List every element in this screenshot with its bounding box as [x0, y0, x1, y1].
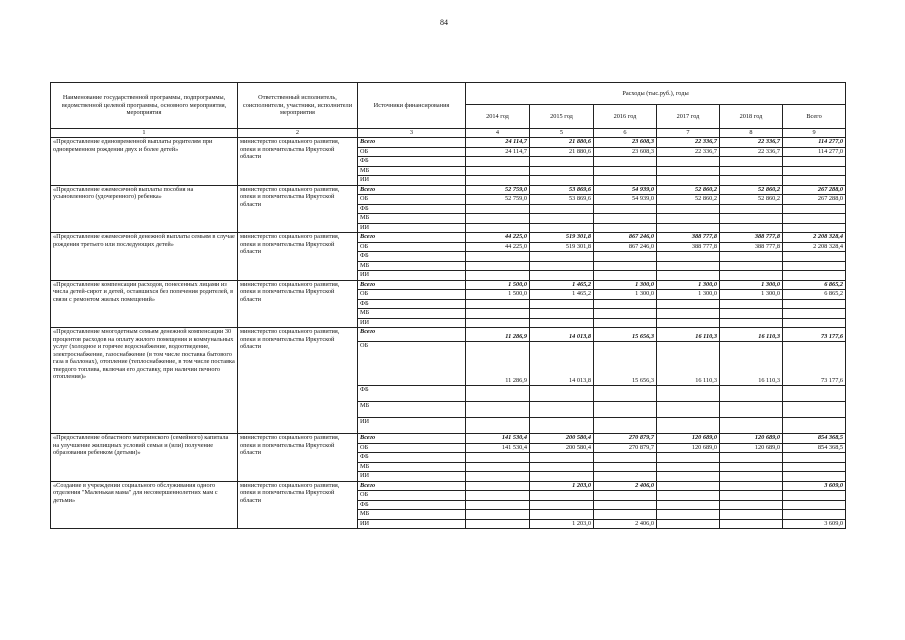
amount-cell: 6 865,2: [783, 290, 846, 300]
amount-cell: [720, 157, 783, 167]
table-row: [51, 138, 846, 148]
amount-cell: [657, 510, 720, 520]
measure-executor: министерство социального развития, опеки и попечительства Иркутской области: [238, 280, 358, 328]
amount-cell: [720, 299, 783, 309]
amount-cell: 1 300,0: [594, 290, 657, 300]
amount-cell: 114 277,0: [783, 138, 846, 148]
amount-cell: [466, 491, 530, 501]
amount-cell: 22 336,7: [657, 147, 720, 157]
funding-source: ИИ: [358, 418, 466, 434]
table-row: [51, 233, 846, 243]
amount-cell: [594, 453, 657, 463]
amount-cell: [466, 472, 530, 482]
funding-source: ОБ: [358, 147, 466, 157]
table-row: [51, 481, 846, 491]
amount-cell: [783, 309, 846, 319]
amount-cell: [720, 309, 783, 319]
amount-cell: 2 406,0: [594, 481, 657, 491]
amount-cell: [720, 510, 783, 520]
funding-source: Всего: [358, 280, 466, 290]
amount-cell: [530, 223, 594, 233]
amount-cell: [657, 309, 720, 319]
amount-cell: 24 114,7: [466, 138, 530, 148]
amount-cell: 15 656,3: [594, 342, 657, 386]
amount-cell: [783, 510, 846, 520]
amount-cell: [594, 386, 657, 402]
amount-cell: [720, 402, 783, 418]
amount-cell: [783, 386, 846, 402]
amount-cell: [783, 176, 846, 186]
funding-source: Всего: [358, 481, 466, 491]
amount-cell: 52 860,2: [720, 185, 783, 195]
table-row: [51, 185, 846, 195]
amount-cell: 23 608,3: [594, 138, 657, 148]
measure-name: «Предоставление областного материнского (семейного) капитала на улучшение жилищных условий семьи и (или) получение образования ребенком (детьми)»: [51, 434, 238, 482]
header-total: Всего: [783, 105, 846, 129]
amount-cell: 24 114,7: [466, 147, 530, 157]
amount-cell: [466, 214, 530, 224]
amount-cell: [720, 462, 783, 472]
funding-source: МБ: [358, 166, 466, 176]
col-number: 8: [720, 129, 783, 138]
amount-cell: 16 110,3: [657, 328, 720, 342]
header-year: 2014 год: [466, 105, 530, 129]
amount-cell: [530, 299, 594, 309]
amount-cell: [466, 510, 530, 520]
col-number: 9: [783, 129, 846, 138]
header-year: 2018 год: [720, 105, 783, 129]
funding-source: ОБ: [358, 242, 466, 252]
amount-cell: 200 580,4: [530, 434, 594, 444]
measure-executor: министерство социального развития, опеки и попечительства Иркутской области: [238, 481, 358, 529]
amount-cell: [783, 402, 846, 418]
col-number: 7: [657, 129, 720, 138]
funding-source: МБ: [358, 402, 466, 418]
amount-cell: 867 246,0: [594, 242, 657, 252]
header-executor: Ответственный исполнитель, соисполнители, участники, исполнители мероприятия: [238, 83, 358, 129]
measure-name: «Предоставление ежемесячной денежной выплаты семьям в случае рождения третьего или последующих детей»: [51, 233, 238, 281]
amount-cell: [657, 223, 720, 233]
amount-cell: [530, 491, 594, 501]
header-name: Наименование государственной программы, подпрограммы, ведомственной целевой программы, основного мероприятия, мероприятия: [51, 83, 238, 129]
amount-cell: 52 860,2: [657, 185, 720, 195]
amount-cell: [594, 510, 657, 520]
amount-cell: [783, 500, 846, 510]
amount-cell: [720, 491, 783, 501]
amount-cell: [657, 472, 720, 482]
amount-cell: 52 759,0: [466, 195, 530, 205]
measure-name: «Предоставление многодетным семьям денежной компенсации 30 процентов расходов на оплату жилого помещения и коммунальных услуг (холодное и горячее водоснабжение, водоотведение, электроснабжение, газоснабжение (в том числе поставка бытового газа в баллонах), отопление (теплоснабжение, в том числе поставка твердого топлива, включая его доставку, при наличии печного отопления)»: [51, 328, 238, 434]
amount-cell: [720, 176, 783, 186]
amount-cell: [466, 204, 530, 214]
amount-cell: 2 406,0: [594, 519, 657, 529]
table-row: [51, 328, 846, 342]
amount-cell: 11 286,9: [466, 342, 530, 386]
amount-cell: 120 689,0: [657, 443, 720, 453]
header-sources: Источники финансирования: [358, 83, 466, 129]
amount-cell: [594, 299, 657, 309]
amount-cell: [720, 204, 783, 214]
funding-source: ФБ: [358, 299, 466, 309]
amount-cell: [657, 318, 720, 328]
amount-cell: 120 689,0: [657, 434, 720, 444]
amount-cell: [466, 453, 530, 463]
amount-cell: [594, 166, 657, 176]
amount-cell: [466, 519, 530, 529]
amount-cell: [530, 402, 594, 418]
amount-cell: 388 777,8: [720, 233, 783, 243]
expenses-table: [50, 82, 846, 529]
amount-cell: [594, 252, 657, 262]
amount-cell: [783, 204, 846, 214]
amount-cell: 388 777,8: [720, 242, 783, 252]
amount-cell: [530, 472, 594, 482]
amount-cell: [530, 309, 594, 319]
amount-cell: [783, 299, 846, 309]
funding-source: ИИ: [358, 318, 466, 328]
amount-cell: [720, 472, 783, 482]
amount-cell: 141 530,4: [466, 434, 530, 444]
amount-cell: [466, 271, 530, 281]
amount-cell: [594, 402, 657, 418]
amount-cell: 3 609,0: [783, 519, 846, 529]
amount-cell: [466, 500, 530, 510]
table-row: [51, 434, 846, 444]
funding-source: ИИ: [358, 519, 466, 529]
measure-executor: министерство социального развития, опеки и попечительства Иркутской области: [238, 185, 358, 233]
amount-cell: 73 177,6: [783, 328, 846, 342]
amount-cell: [594, 223, 657, 233]
funding-source: ИИ: [358, 176, 466, 186]
amount-cell: 1 300,0: [594, 280, 657, 290]
amount-cell: [530, 418, 594, 434]
amount-cell: [657, 204, 720, 214]
amount-cell: [720, 166, 783, 176]
amount-cell: [530, 510, 594, 520]
amount-cell: 44 225,0: [466, 233, 530, 243]
amount-cell: [466, 299, 530, 309]
amount-cell: 11 286,9: [466, 328, 530, 342]
measure-name: «Предоставление компенсации расходов, понесенных лицами из числа детей-сирот и детей, оставшихся без попечения родителей, в связи с ремонтом жилых помещений»: [51, 280, 238, 328]
amount-cell: [720, 519, 783, 529]
amount-cell: [783, 261, 846, 271]
funding-source: ФБ: [358, 500, 466, 510]
amount-cell: 52 759,0: [466, 185, 530, 195]
amount-cell: [594, 500, 657, 510]
amount-cell: [657, 418, 720, 434]
amount-cell: [530, 261, 594, 271]
amount-cell: 1 203,0: [530, 519, 594, 529]
amount-cell: [783, 271, 846, 281]
measure-executor: министерство социального развития, опеки и попечительства Иркутской области: [238, 434, 358, 482]
amount-cell: 73 177,6: [783, 342, 846, 386]
amount-cell: [466, 309, 530, 319]
funding-source: Всего: [358, 434, 466, 444]
funding-source: ОБ: [358, 290, 466, 300]
amount-cell: [530, 462, 594, 472]
amount-cell: [466, 261, 530, 271]
amount-cell: [466, 402, 530, 418]
amount-cell: 267 288,0: [783, 185, 846, 195]
amount-cell: [466, 481, 530, 491]
amount-cell: [783, 318, 846, 328]
funding-source: МБ: [358, 309, 466, 319]
col-number: 6: [594, 129, 657, 138]
amount-cell: [657, 402, 720, 418]
funding-source: ОБ: [358, 195, 466, 205]
amount-cell: [530, 453, 594, 463]
amount-cell: 114 277,0: [783, 147, 846, 157]
funding-source: ФБ: [358, 204, 466, 214]
amount-cell: 1 300,0: [720, 280, 783, 290]
amount-cell: [657, 462, 720, 472]
amount-cell: [530, 176, 594, 186]
amount-cell: 54 939,0: [594, 185, 657, 195]
amount-cell: [720, 223, 783, 233]
col-number: 1: [51, 129, 238, 138]
amount-cell: 1 500,0: [466, 280, 530, 290]
funding-source: МБ: [358, 510, 466, 520]
amount-cell: 1 203,0: [530, 481, 594, 491]
header-year: 2016 год: [594, 105, 657, 129]
table-row: [51, 280, 846, 290]
amount-cell: [657, 166, 720, 176]
amount-cell: [657, 252, 720, 262]
amount-cell: [657, 176, 720, 186]
amount-cell: 1 300,0: [720, 290, 783, 300]
measure-name: «Предоставление единовременной выплаты родителям при одновременном рождении двух и более детей»: [51, 138, 238, 186]
amount-cell: [783, 252, 846, 262]
amount-cell: [657, 271, 720, 281]
amount-cell: 52 860,2: [657, 195, 720, 205]
amount-cell: 1 500,0: [466, 290, 530, 300]
funding-source: ФБ: [358, 386, 466, 402]
amount-cell: 44 225,0: [466, 242, 530, 252]
funding-source: ОБ: [358, 491, 466, 501]
amount-cell: 23 608,3: [594, 147, 657, 157]
amount-cell: 270 879,7: [594, 443, 657, 453]
amount-cell: [594, 309, 657, 319]
amount-cell: 867 246,0: [594, 233, 657, 243]
amount-cell: 854 368,5: [783, 434, 846, 444]
amount-cell: 15 656,3: [594, 328, 657, 342]
amount-cell: [657, 157, 720, 167]
amount-cell: 53 869,6: [530, 195, 594, 205]
amount-cell: 267 288,0: [783, 195, 846, 205]
funding-source: ИИ: [358, 223, 466, 233]
measure-executor: министерство социального развития, опеки и попечительства Иркутской области: [238, 138, 358, 186]
header-year: 2017 год: [657, 105, 720, 129]
amount-cell: [783, 472, 846, 482]
amount-cell: 52 860,2: [720, 195, 783, 205]
amount-cell: [530, 252, 594, 262]
amount-cell: [657, 491, 720, 501]
measure-executor: министерство социального развития, опеки и попечительства Иркутской области: [238, 233, 358, 281]
amount-cell: [594, 157, 657, 167]
amount-cell: [594, 271, 657, 281]
amount-cell: 16 110,3: [720, 328, 783, 342]
amount-cell: [657, 500, 720, 510]
amount-cell: [720, 386, 783, 402]
measure-executor: министерство социального развития, опеки и попечительства Иркутской области: [238, 328, 358, 434]
amount-cell: [657, 386, 720, 402]
amount-cell: [594, 491, 657, 501]
amount-cell: [466, 462, 530, 472]
amount-cell: [783, 462, 846, 472]
col-number: 4: [466, 129, 530, 138]
amount-cell: 854 368,5: [783, 443, 846, 453]
measure-name: «Предоставление ежемесячной выплаты пособия на усыновленного (удочеренного) ребенка»: [51, 185, 238, 233]
amount-cell: [783, 166, 846, 176]
amount-cell: [783, 214, 846, 224]
amount-cell: 141 530,4: [466, 443, 530, 453]
amount-cell: [720, 418, 783, 434]
amount-cell: [657, 214, 720, 224]
amount-cell: [530, 271, 594, 281]
amount-cell: [720, 318, 783, 328]
amount-cell: [720, 481, 783, 491]
amount-cell: 21 880,6: [530, 147, 594, 157]
amount-cell: 22 336,7: [720, 138, 783, 148]
amount-cell: 3 609,0: [783, 481, 846, 491]
funding-source: Всего: [358, 185, 466, 195]
amount-cell: [466, 386, 530, 402]
amount-cell: 14 013,8: [530, 342, 594, 386]
amount-cell: 1 465,2: [530, 280, 594, 290]
amount-cell: [720, 252, 783, 262]
amount-cell: [720, 500, 783, 510]
funding-source: ФБ: [358, 157, 466, 167]
amount-cell: [783, 491, 846, 501]
measure-name: «Создание в учреждении социального обслуживания одного отделения "Маленькая мама" для несовершеннолетних мам с детьми»: [51, 481, 238, 529]
amount-cell: [657, 453, 720, 463]
amount-cell: [594, 176, 657, 186]
amount-cell: [594, 261, 657, 271]
amount-cell: [783, 418, 846, 434]
funding-source: МБ: [358, 462, 466, 472]
amount-cell: 53 869,6: [530, 185, 594, 195]
amount-cell: [594, 204, 657, 214]
amount-cell: [530, 157, 594, 167]
amount-cell: [657, 519, 720, 529]
amount-cell: [783, 223, 846, 233]
amount-cell: [594, 472, 657, 482]
funding-source: ФБ: [358, 252, 466, 262]
amount-cell: 2 208 328,4: [783, 233, 846, 243]
amount-cell: [657, 261, 720, 271]
funding-source: ОБ: [358, 443, 466, 453]
amount-cell: 388 777,8: [657, 242, 720, 252]
amount-cell: 1 300,0: [657, 280, 720, 290]
funding-source: ФБ: [358, 453, 466, 463]
funding-source: Всего: [358, 233, 466, 243]
amount-cell: [594, 462, 657, 472]
amount-cell: [720, 271, 783, 281]
amount-cell: [720, 214, 783, 224]
amount-cell: [657, 481, 720, 491]
amount-cell: [466, 318, 530, 328]
page-number: 84: [440, 18, 448, 27]
funding-source: Всего: [358, 138, 466, 148]
amount-cell: 2 208 328,4: [783, 242, 846, 252]
funding-source: МБ: [358, 214, 466, 224]
amount-cell: [783, 157, 846, 167]
col-number: 2: [238, 129, 358, 138]
col-number: 5: [530, 129, 594, 138]
amount-cell: [466, 418, 530, 434]
amount-cell: [720, 261, 783, 271]
amount-cell: 1 465,2: [530, 290, 594, 300]
amount-cell: 6 865,2: [783, 280, 846, 290]
measures-body: [51, 138, 846, 529]
amount-cell: [466, 157, 530, 167]
amount-cell: [657, 299, 720, 309]
amount-cell: [466, 252, 530, 262]
amount-cell: 519 301,8: [530, 242, 594, 252]
amount-cell: 1 300,0: [657, 290, 720, 300]
amount-cell: 270 879,7: [594, 434, 657, 444]
amount-cell: [720, 453, 783, 463]
amount-cell: [466, 166, 530, 176]
amount-cell: 14 013,8: [530, 328, 594, 342]
funding-source: ИИ: [358, 472, 466, 482]
amount-cell: 54 939,0: [594, 195, 657, 205]
amount-cell: 388 777,8: [657, 233, 720, 243]
amount-cell: 519 301,8: [530, 233, 594, 243]
amount-cell: [530, 318, 594, 328]
funding-source: ИИ: [358, 271, 466, 281]
amount-cell: [530, 214, 594, 224]
amount-cell: [594, 214, 657, 224]
amount-cell: [594, 318, 657, 328]
funding-source: Всего: [358, 328, 466, 342]
amount-cell: 120 689,0: [720, 443, 783, 453]
col-number: 3: [358, 129, 466, 138]
amount-cell: 16 110,3: [720, 342, 783, 386]
amount-cell: 21 880,6: [530, 138, 594, 148]
amount-cell: 22 336,7: [720, 147, 783, 157]
amount-cell: [530, 386, 594, 402]
amount-cell: [530, 166, 594, 176]
amount-cell: [594, 418, 657, 434]
funding-source: МБ: [358, 261, 466, 271]
amount-cell: [783, 453, 846, 463]
amount-cell: [530, 500, 594, 510]
amount-cell: [530, 204, 594, 214]
amount-cell: 22 336,7: [657, 138, 720, 148]
amount-cell: 200 580,4: [530, 443, 594, 453]
funding-source: ОБ: [358, 342, 466, 386]
amount-cell: 120 689,0: [720, 434, 783, 444]
amount-cell: 16 110,3: [657, 342, 720, 386]
amount-cell: [466, 223, 530, 233]
header-expenses: Расходы (тыс.руб.), годы: [466, 83, 846, 105]
header-year: 2015 год: [530, 105, 594, 129]
amount-cell: [466, 176, 530, 186]
